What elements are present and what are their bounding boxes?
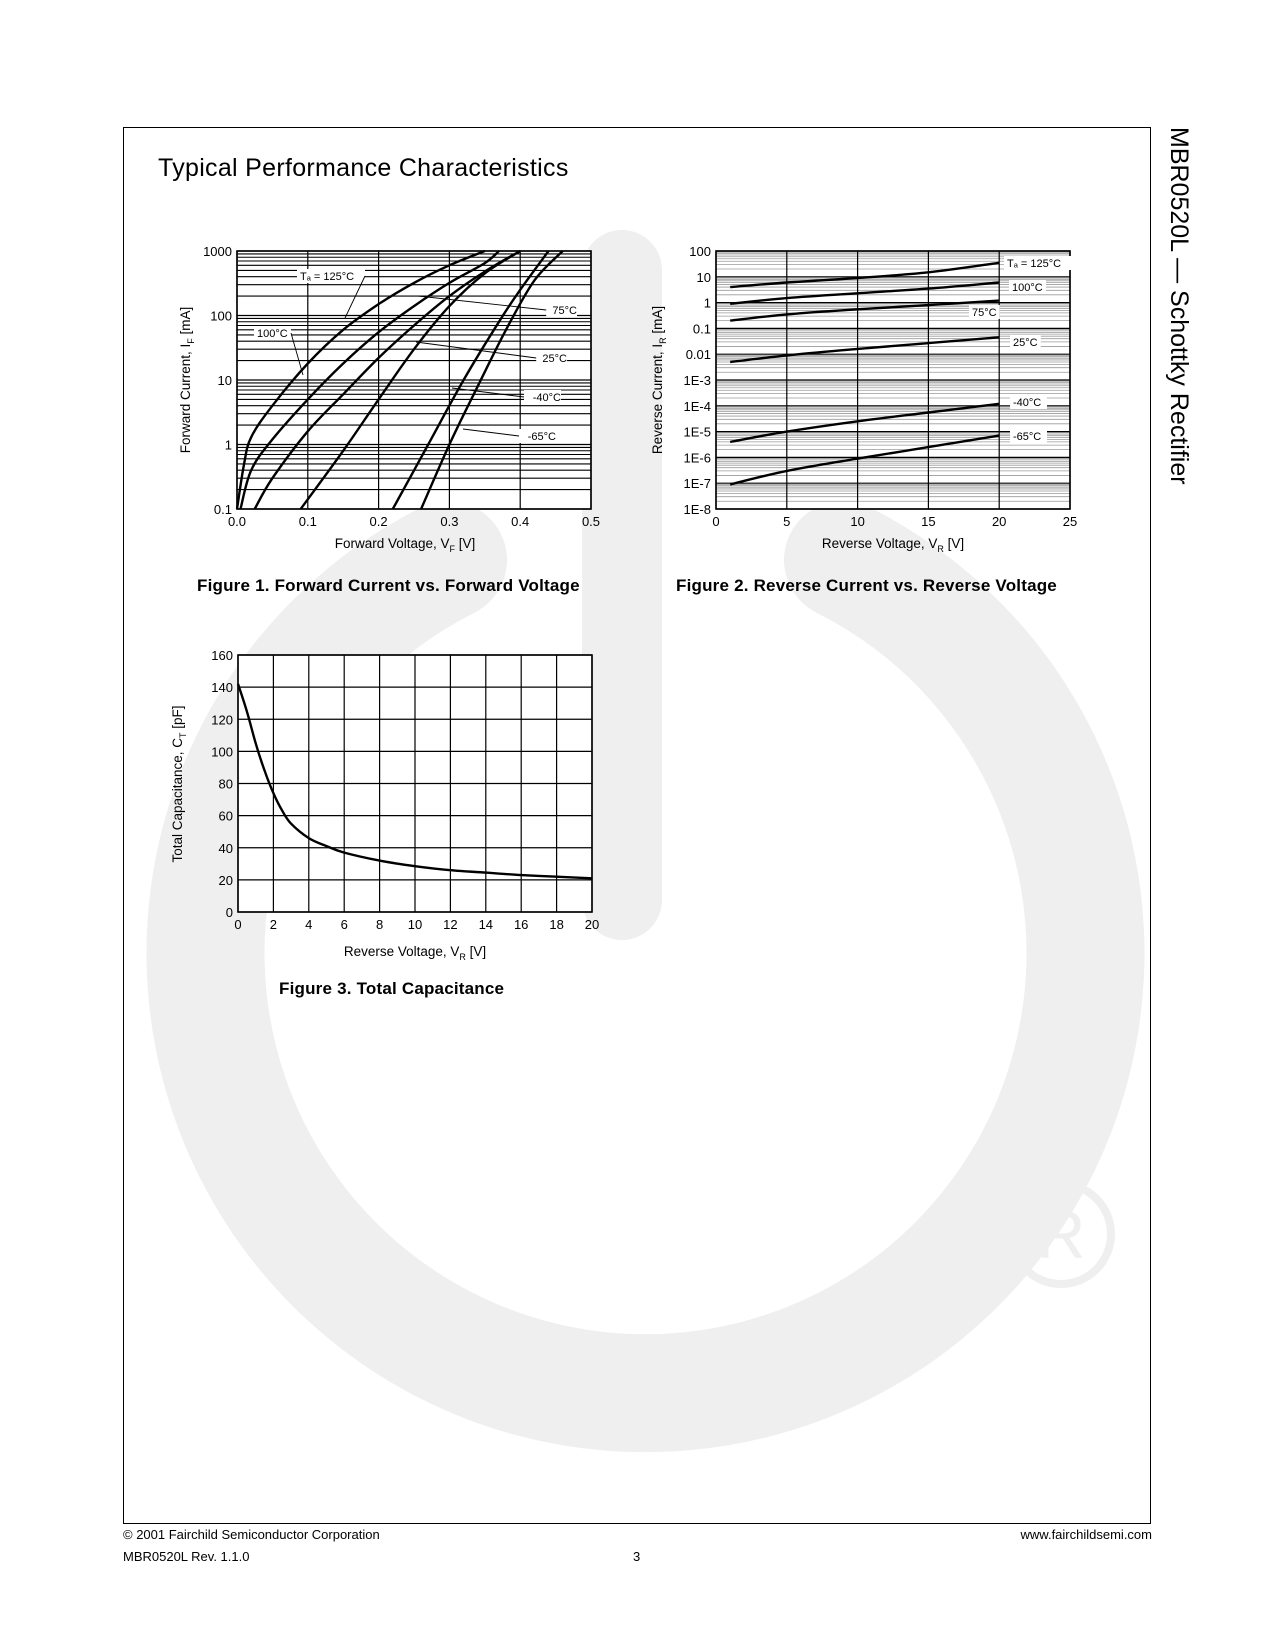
fig3-x-tick-label: 8 — [375, 917, 384, 932]
fig3-y-tick-label: 60 — [218, 808, 233, 824]
footer-website: www.fairchildsemi.com — [1020, 1527, 1152, 1542]
fig3-x-axis-title: Reverse Voltage, $V_R$ [V] — [343, 944, 487, 962]
fig2-x-tick-label: 15 — [921, 514, 936, 529]
fig2-y-tick-label: 10 — [696, 269, 711, 285]
fig3-x-tick-label: 20 — [584, 917, 600, 932]
fig1-y-tick-label: 100 — [210, 308, 232, 324]
fig3-y-tick-label: 140 — [211, 680, 233, 696]
fig1-y-tick-label: 1 — [224, 437, 232, 453]
figure2-caption: Figure 2. Reverse Current vs. Reverse Voltage — [676, 576, 1057, 595]
footer-copyright: © 2001 Fairchild Semiconductor Corporation — [123, 1527, 380, 1542]
fig1-series-label: 25°C — [542, 353, 567, 365]
section-title: Typical Performance Characteristics — [158, 154, 569, 182]
fig2-x-tick-label: 0 — [712, 514, 720, 529]
fig1-y-tick-label: 1000 — [203, 244, 232, 259]
fig1-y-tick-label: 10 — [217, 373, 232, 388]
fig2-y-tick-label: 1E-5 — [683, 424, 711, 440]
fig3-x-tick-label: 16 — [513, 917, 529, 932]
fig1-y-axis-title: Forward Current, $I_F$ [mA] — [178, 306, 196, 454]
figure3-caption: Figure 3. Total Capacitance — [279, 979, 505, 998]
fig1-x-tick-label: 0.4 — [511, 514, 530, 529]
fig2-series-label: -65°C — [1013, 431, 1042, 443]
fig3-y-tick-label: 80 — [218, 776, 233, 792]
fig2-series-label: Tₐ = 125°C — [1007, 258, 1062, 270]
fig2-y-tick-label: 1E-6 — [683, 450, 711, 466]
fig3-x-tick-label: 4 — [305, 917, 313, 932]
fig2-y-tick-label: 1E-7 — [683, 476, 711, 492]
fig2-series-label: 100°C — [1012, 282, 1043, 294]
fig1-x-tick-label: 0.1 — [298, 514, 317, 529]
fig2-y-tick-label: 1 — [703, 295, 711, 311]
figure1-caption: Figure 1. Forward Current vs. Forward Voltage — [197, 576, 580, 595]
fig3-y-tick-label: 0 — [225, 905, 233, 920]
fig3-y-tick-label: 40 — [218, 840, 233, 856]
fig2-y-tick-label: 1E-3 — [683, 373, 711, 388]
fig3-y-tick-label: 120 — [211, 712, 233, 728]
fig3-x-tick-label: 0 — [234, 917, 242, 932]
fig2-y-tick-label: 100 — [689, 244, 711, 259]
fig1-series-label: -65°C — [527, 431, 556, 443]
fig3-x-tick-label: 6 — [340, 917, 348, 932]
fig2-x-tick-label: 5 — [783, 514, 791, 529]
fig1-x-tick-label: 0.5 — [581, 514, 601, 529]
fig3-x-tick-label: 12 — [443, 917, 458, 932]
fig1-x-tick-label: 0.0 — [227, 514, 247, 529]
fig2-x-tick-label: 20 — [991, 514, 1007, 529]
fig2-y-tick-label: 1E-4 — [683, 398, 711, 414]
fig2-series-label: 25°C — [1013, 337, 1038, 349]
fig2-y-tick-label: 1E-8 — [683, 502, 711, 517]
fig1-series-label: 75°C — [552, 305, 577, 317]
fig1-y-tick-label: 0.1 — [213, 502, 232, 517]
fig3-x-tick-label: 10 — [407, 917, 423, 932]
fig2-y-tick-label: 0.01 — [685, 347, 711, 363]
fig2-x-axis-title: Reverse Voltage, $V_R$ [V] — [821, 536, 965, 554]
fig3-x-tick-label: 2 — [269, 917, 278, 932]
svg-text:R: R — [1036, 1197, 1086, 1273]
fig1-x-tick-label: 0.2 — [369, 514, 388, 529]
footer-page-number: 3 — [633, 1549, 641, 1564]
side-title: MBR0520L — Schottky Rectifier — [1165, 127, 1193, 485]
fig2-y-tick-label: 0.1 — [692, 321, 711, 337]
fig2-x-tick-label: 10 — [850, 514, 865, 529]
fig1-series-label: -40°C — [532, 392, 561, 404]
fig1-series-label: 100°C — [257, 328, 288, 340]
fig3-y-axis-title: Total Capacitance, $C_T$ [pF] — [170, 705, 188, 863]
fig2-series-label: 75°C — [972, 307, 997, 319]
fig1-series-label: Tₐ = 125°C — [300, 271, 355, 283]
fig2-series-label: -40°C — [1013, 397, 1042, 409]
fig1-x-axis-title: Forward Voltage, $V_F$ [V] — [334, 536, 476, 554]
fig2-x-tick-label: 25 — [1062, 514, 1078, 529]
fig3-x-tick-label: 18 — [549, 917, 564, 932]
fig3-y-tick-label: 100 — [211, 744, 233, 760]
fig1-x-tick-label: 0.3 — [440, 514, 459, 529]
fig3-x-tick-label: 14 — [478, 917, 494, 932]
fig3-y-tick-label: 160 — [211, 648, 233, 663]
footer-revision: MBR0520L Rev. 1.1.0 — [123, 1549, 250, 1564]
fig2-y-axis-title: Reverse Current, $I_R$ [mA] — [650, 305, 668, 455]
fig3-y-tick-label: 20 — [218, 872, 233, 888]
